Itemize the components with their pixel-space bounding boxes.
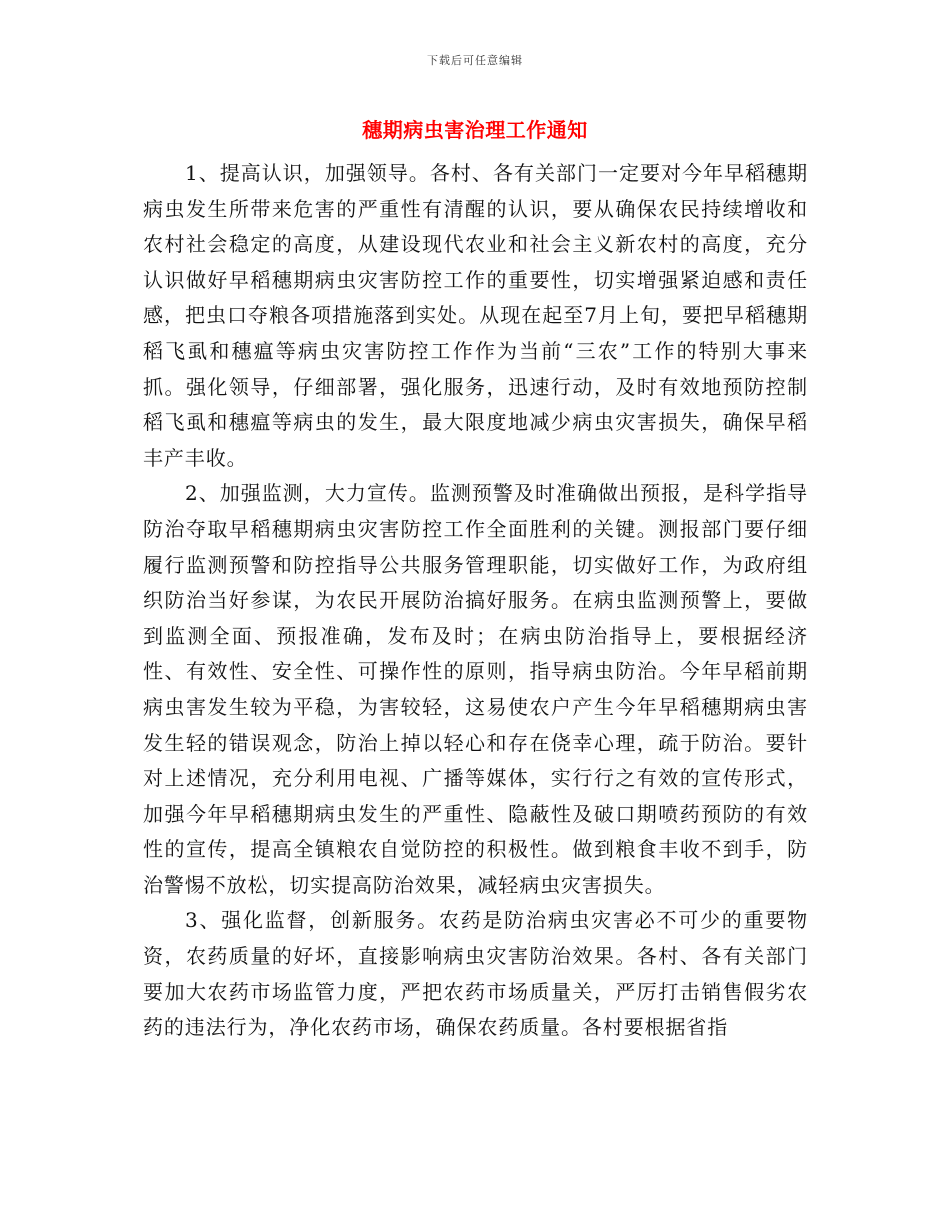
- paragraph-3: 3、强化监督，创新服务。农药是防治病虫灾害必不可少的重要物资，农药质量的好坏，直接影响病虫灾害防治效果。各村、各有关部门要加大农药市场监管力度，严把农药市场质量关，严厉打击销售假劣农药的违法行为，净化农药市场，确保农药质量。各村要根据省指: [143, 908, 808, 1040]
- paragraph-2: 2、加强监测，大力宣传。监测预警及时准确做出预报，是科学指导防治夺取早稻穗期病虫灾害防控工作全面胜利的关键。测报部门要仔细履行监测预警和防控指导公共服务管理职能，切实做好工作，为政府组织防治当好参谋，为农民开展防治搞好服务。在病虫监测预警上，要做到监测全面、预报准确，发布及时；在病虫防治指导上，要根据经济性、有效性、安全性、可操作性的原则，指导病虫防治。今年早稻前期病虫害发生较为平稳，为害较轻，这易使农户产生今年早稻穗期病虫害发生轻的错误观念，防治上掉以轻心和存在侥幸心理，疏于防治。要针对上述情况，充分利用电视、广播等媒体，实行行之有效的宣传形式，加强今年早稻穗期病虫发生的严重性、隐蔽性及破口期喷药预防的有效性的宣传，提高全镇粮农自觉防控的积极性。做到粮食丰收不到手，防治警惕不放松，切实提高防治效果，减轻病虫灾害损失。: [143, 481, 808, 897]
- document-title: 穗期病虫害治理工作通知: [362, 118, 588, 142]
- header-note: 下载后可任意编辑: [427, 54, 523, 67]
- paragraph-1: 1、提高认识，加强领导。各村、各有关部门一定要对今年早稻穗期病虫发生所带来危害的严重性有清醒的认识，要从确保农民持续增收和农村社会稳定的高度，从建设现代农业和社会主义新农村的高度，充分认识做好早稻穗期病虫灾害防控工作的重要性，切实增强紧迫感和责任感，把虫口夺粮各项措施落到实处。从现在起至7月上旬，要把早稻穗期稻飞虱和穗瘟等病虫灾害防控工作作为当前“三农”工作的特别大事来抓。强化领导，仔细部署，强化服务，迅速行动，及时有效地预防控制稻飞虱和穗瘟等病虫的发生，最大限度地减少病虫灾害损失，确保早稻丰产丰收。: [143, 161, 808, 470]
- document-body: [143, 156, 808, 1046]
